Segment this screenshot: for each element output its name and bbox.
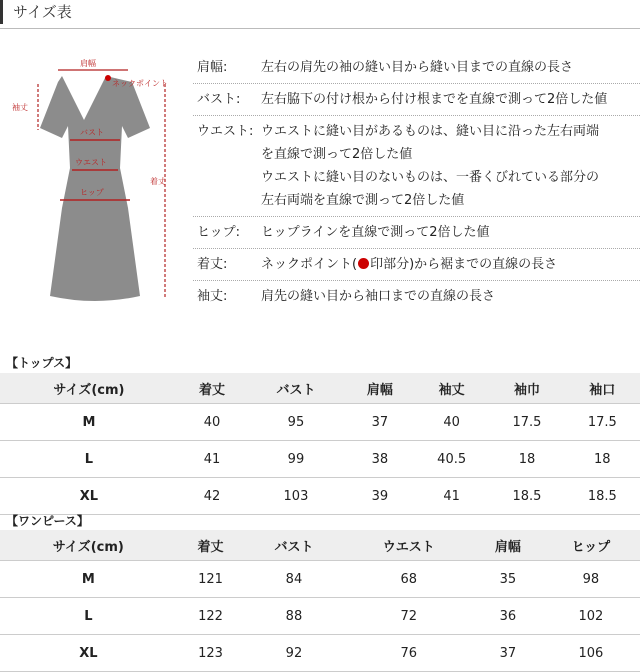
def-row-shoulder: 肩幅: 左右の肩先の袖の縫い目から縫い目までの直線の長さ <box>193 52 640 84</box>
neck-point-marker <box>358 258 369 269</box>
table-row: M 121 84 68 35 98 <box>0 561 640 598</box>
measurement-definitions <box>193 52 640 312</box>
sleeve-label: 袖丈 <box>12 103 28 112</box>
def-row-length: 着丈: ネックポイント( 印部分)から裾までの直線の長さ <box>193 249 640 281</box>
def-row-sleeve: 袖丈: 肩先の縫い目から袖口までの直線の長さ <box>197 289 496 304</box>
def-row-hip: ヒップ: ヒップラインを直線で測って2倍した値 <box>193 217 640 249</box>
waist-label: ウエスト <box>75 158 107 167</box>
garment-diagram <box>0 48 190 318</box>
tops-section-title: 【トップス】 <box>6 356 78 370</box>
shoulder-label: 肩幅 <box>80 59 96 68</box>
dress-illustration <box>0 48 190 318</box>
table-row: XL 123 92 76 37 106 <box>0 635 640 672</box>
page-title: サイズ表 <box>0 0 72 24</box>
neck-point-dot <box>105 75 111 81</box>
onepiece-size-table: サイズ(cm) 着丈 バスト ウエスト 肩幅 ヒップ M 121 84 68 35 98 L 122 88 72 36 102 XL 123 92 76 37 106 <box>0 530 640 672</box>
neck-point-label: ネックポイント <box>112 79 168 88</box>
length-label: 着丈 <box>150 177 166 186</box>
def-row-waist: ウエスト: ウエストに縫い目があるものは、縫い目に沿った左右両端 を直線で測って2倍した値 ウエストに縫い目のないものは、一番くびれている部分の 左右両端を直線で測って2倍した値 <box>193 116 640 217</box>
onepiece-section-title: 【ワンピース】 <box>6 514 89 528</box>
title-divider <box>0 28 640 29</box>
bust-label: バスト <box>80 128 104 137</box>
hip-label: ヒップ <box>80 188 104 197</box>
def-row-bust: バスト: 左右脇下の付け根から付け根までを直線で測って2倍した値 <box>193 84 640 116</box>
table-row: M 40 95 37 40 17.5 17.5 <box>0 404 640 441</box>
table-row: L 41 99 38 40.5 18 18 <box>0 441 640 478</box>
table-row: XL 42 103 39 41 18.5 18.5 <box>0 478 640 515</box>
tops-size-table: サイズ(cm) 着丈 バスト 肩幅 袖丈 袖巾 袖口 M 40 95 37 40 17.5 17.5 L 41 99 38 40.5 18 18 XL 42 103 39 41 18.5 18.5 <box>0 373 640 515</box>
table-row: L 122 88 72 36 102 <box>0 598 640 635</box>
